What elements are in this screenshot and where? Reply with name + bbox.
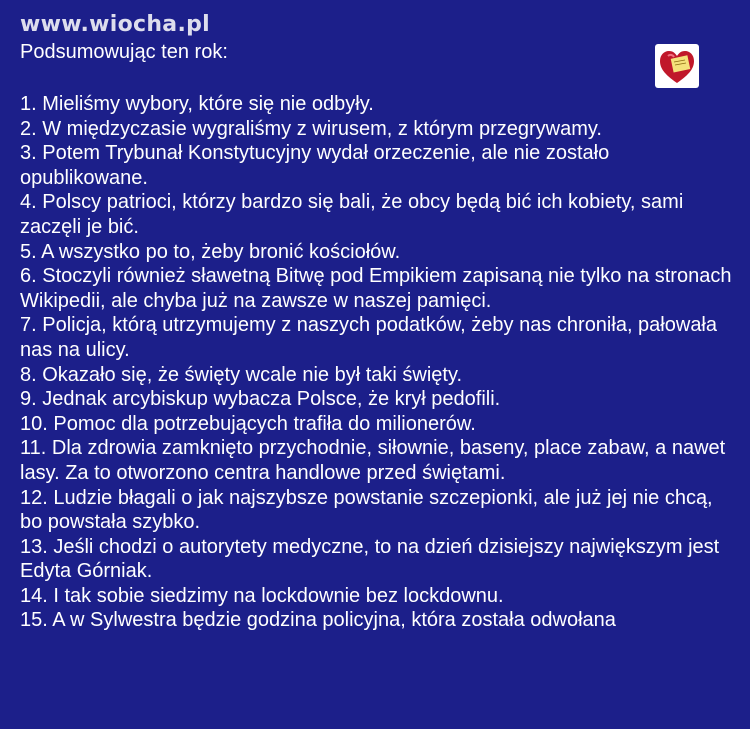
list-item: 4. Polscy patrioci, którzy bardzo się bali, że obcy będą bić ich kobiety, sami zaczęli je bić. <box>20 191 684 238</box>
list-item: 2. W międzyczasie wygraliśmy z wirusem, z którym przegrywamy. <box>20 117 602 140</box>
list-item: 12. Ludzie błagali o jak najszybsze powstanie szczepionki, ale już jej nie chcą, bo powstała szybko. <box>20 486 713 534</box>
summary-list <box>20 92 732 633</box>
list-item: 8. Okazało się, że święty wcale nie był taki święty. <box>20 363 463 386</box>
list-item: 9. Jednak arcybiskup wybacza Polsce, że krył pedofili. <box>20 388 501 411</box>
list-item: 11. Dla zdrowia zamknięto przychodnie, siłownie, baseny, place zabaw, a nawet lasy. Za to otworzono centra handlowe przed świętami. <box>20 437 726 484</box>
list-item: 10. Pomoc dla potrzebujących trafiła do milionerów. <box>20 412 476 435</box>
heart-with-note-icon <box>655 44 699 88</box>
list-item: 6. Stoczyli również sławetną Bitwę pod Empikiem zapisaną nie tylko na stronach Wikipedii, ale chyba już na zawsze w naszej pamięci. <box>20 265 732 312</box>
page-heading: Podsumowując ten rok: <box>20 41 228 63</box>
list-item: 1. Mieliśmy wybory, które się nie odbyły. <box>20 93 374 115</box>
list-item: 7. Policja, którą utrzymujemy z naszych podatków, żeby nas chroniła, pałowała nas na ulicy. <box>20 314 718 361</box>
list-item: 14. I tak sobie siedzimy na lockdownie bez lockdownu. <box>20 584 504 607</box>
list-item: 15. A w Sylwestra będzie godzina policyjna, która została odwołana <box>20 609 616 632</box>
list-item: 13. Jeśli chodzi o autorytety medyczne, to na dzień dzisiejszy największym jest Edyta Górniak. <box>20 535 720 583</box>
list-item: 3. Potem Trybunał Konstytucyjny wydał orzeczenie, ale nie zostało opublikowane. <box>20 142 610 189</box>
site-watermark: www.wiocha.pl <box>20 12 210 37</box>
list-item: 5. A wszystko po to, żeby bronić kościołów. <box>20 240 401 263</box>
